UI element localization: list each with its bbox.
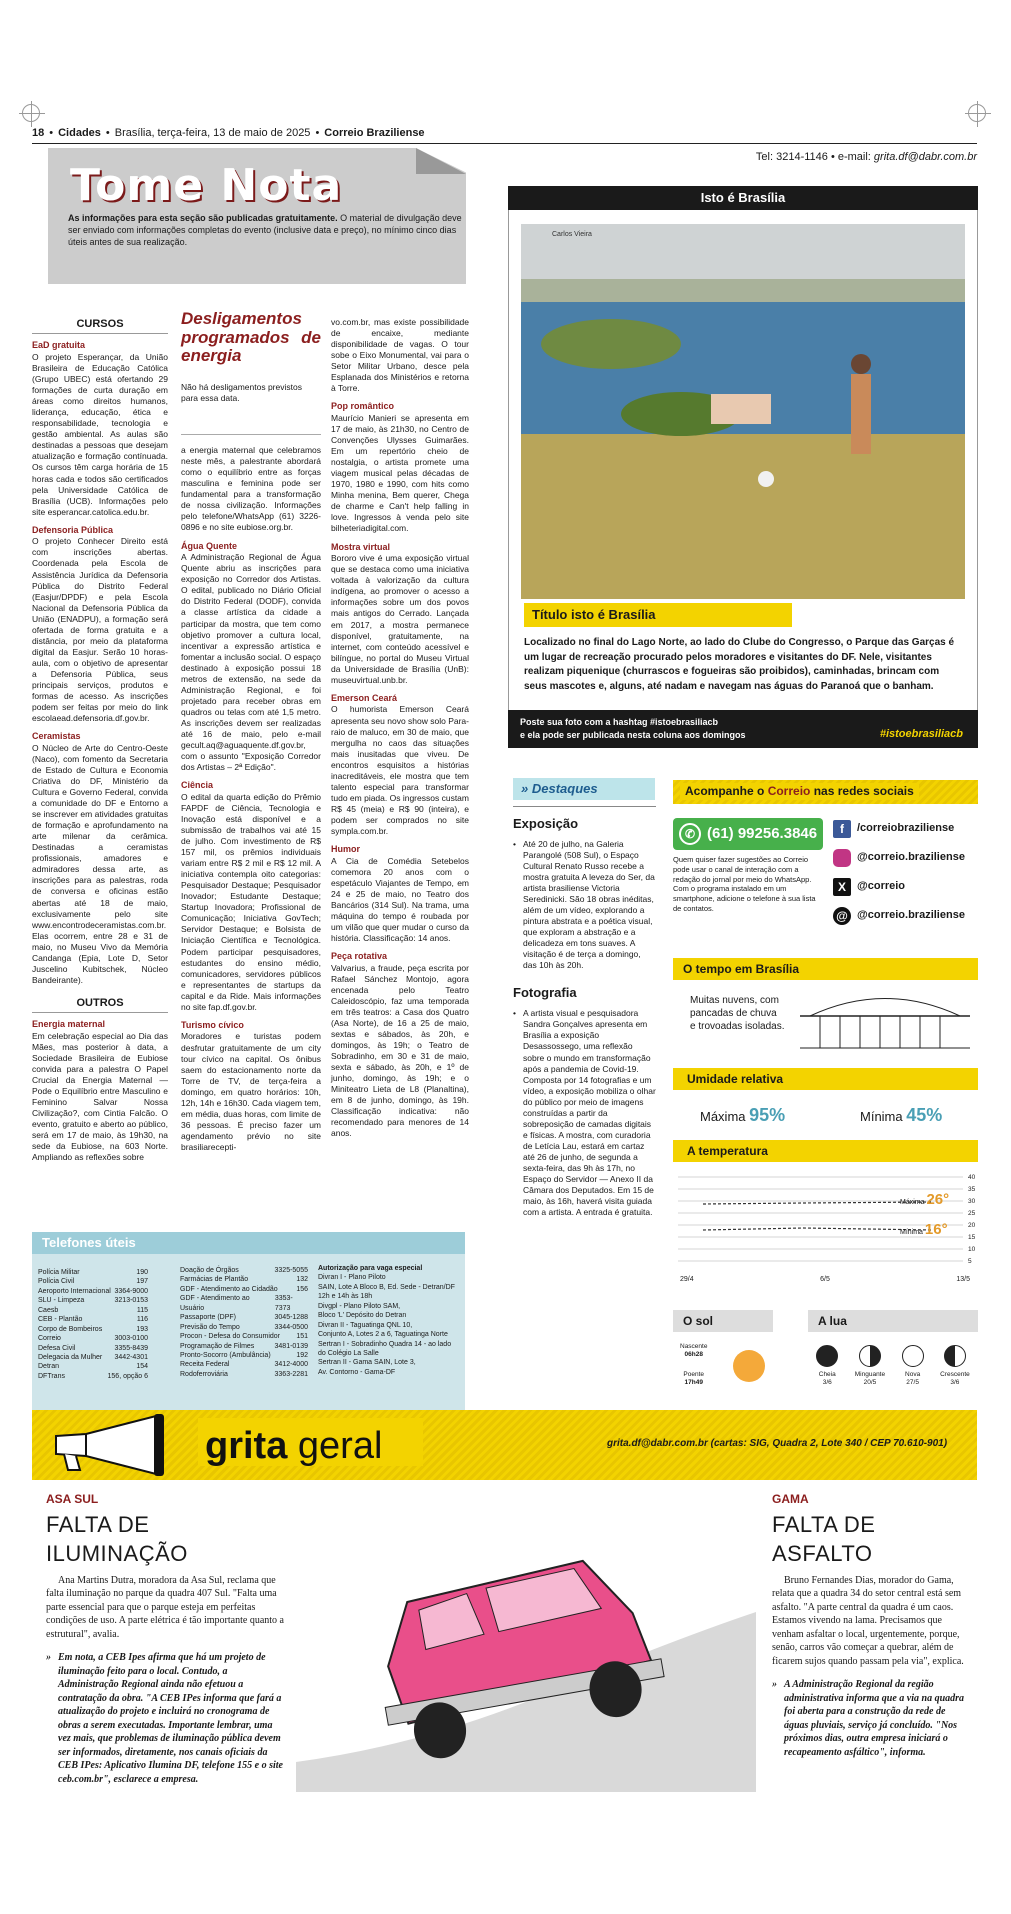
facebook-icon: f [833,820,851,838]
temp-x-axis: 29/4 6/5 13/5 [680,1276,970,1283]
newspaper-name: Correio Braziliense [324,127,425,140]
sun-icon [733,1350,765,1382]
item-body: O projeto Esperançar, da União Brasileira de Educação Católica (Grupo UBEC) está ofertando 29 formações de curta duração em áreas como direitos humanos, liderança, educação, ética e responsabilidade, tecnologia e gestão ambiental. As aulas são destinadas a pessoas que desejam atualização e formação contínuada. Os cursos têm carga horária de 15 horas cada e todos são certificados pela Universidade Católica de Brasília (UCB). Informações pelo site esperancar.catolica.edu.br. [32,351,168,517]
phone-row: Caesb 115 [38,1306,148,1314]
phone-row: Aeroporto Internacional 3364-9000 [38,1287,148,1295]
letter-body: Ana Martins Dutra, moradora da Asa Sul, reclama que falta iluminação no parque da quadra 407 Sul. "Falta uma parte essencial para que o parque esteja em perfeitas condições de uso. A parte elétrica é tão importante quanto a estrutural", avalia. [46,1574,284,1640]
page-header: 18 • Cidades • Brasília, terça-feira, 13 de maio de 2025 • Correio Braziliense [32,124,977,144]
registration-mark-right [968,104,986,122]
fotografia-body: • A artista visual e pesquisadora Sandra Gonçalves apresenta em Brasília a exposição Desassossego, uma reflexão sobre o mundo em transformação após a pandemia de Covid-19. Composta por 14 fotografias e um vídeo, a exposição mobiliza o olhar do público por meio de imagens construídas a partir da sobreposição de camadas digitais e físicas. A mostra, com curadoria de Letícia Lau, estará em cartaz até 26 de junho, de segunda a sexta-feira, das 9h às 17h, no Espaço do Servidor — Anexo II da Câmara dos Deputados. Em 15 de maio, às 16h, haverá visita guiada com a artista. A entrada é gratuita. [513,1008,656,1218]
moon-phases [808,1345,978,1388]
phone-row: Defesa Civil 3355-8439 [38,1344,148,1352]
isto-photo-title: Título isto é Brasília [524,603,792,627]
page-number: 18 [32,127,45,140]
humidity-max: Máxima 95% [700,1105,786,1125]
full-moon-icon [816,1345,838,1367]
item-title: Humor [331,844,360,855]
phones-col-2 [180,1266,308,1379]
facebook-link[interactable]: f /correiobraziliense [833,814,965,843]
weather-description: Muitas nuvens, com pancadas de chuva e trovoadas isoladas. [690,995,785,1032]
item-body: O projeto Conhecer Direito está com inscrições abertas. Coordenada pela Escola de Assistência Jurídica da Defensoria Pública do Distrito Federal (Easjur/DPDF) e pela Escola Nacional da Defensoria Pública da União (ENADPU), a formação será ofertada de forma gratuita e a distância, por meio da plataforma digital da Easjur. Serão 10 horas-aula, com o objetivo de apresentar a Defensoria Pública, seus principais serviços, produtos e formas de acesso. As inscrições podem ser feitas por meio do link escolaead.defensoria.df.gov.br. [32,536,168,724]
exposicao-heading: Exposição [513,816,579,831]
moon-phase: Minguante 20/5 [855,1345,885,1388]
phone-row: Pronto-Socorro (Ambulância) 192 [180,1351,308,1359]
column-cursos [32,317,168,1170]
humidity-header: Umidade relativa [673,1068,978,1090]
item-title: Peça rotativa [331,951,388,962]
item-body: O Núcleo de Arte do Centro-Oeste (Naco), com fomento da Secretaria de Estado de Cultura e Economia Criativa do DF, Ministério da Cultura e Governo Federal, convida a comunidade do DF e Entorno a se inscrever em atividades gratuitas de formação e aprofundamento na arte milenar da cerâmica. Destinadas a ceramistas profissionais, amadores e admiradores dessa arte, as inscrições para as palestras, roda de conversa e oficinas estão abertas até 18 de maio, exclusivamente pelo site www.encontrodeceramistas.com.br. Elas ocorrem, entre 28 e 31 de maio, no Museu Vivo da Memória Candanga (Epia, Lote D, Setor Juscelino Kubitschek, Núcleo Bandeirante). [32,742,168,985]
item-body: a energia maternal que celebramos neste mês, a palestrante abordará como o equilíbrio entre as forças masculina e feminina pode ser fundamental para a transformação de nossa civilização. Informações pelo telefone/WhatsApp (61) 3226-0896 e no site eubiose.org.br. [181,445,321,533]
contact-line: Tel: 3214-1146 • e-mail: grita.df@dabr.com.br [755,151,977,163]
whatsapp-button[interactable] [673,818,823,850]
park-photo [521,224,965,599]
temperature-header: A temperatura [673,1140,978,1162]
car-illustration [296,1492,756,1792]
isto-e-brasilia-header: Isto é Brasília [508,186,978,210]
destaques-header: » Destaques [513,778,655,800]
phones-col-3: Autorização para vaga especial Divran I - Plano Piloto SAIN, Lote A Bloco B, Ed. Sede - Detran/DF 12h e 14h às 18h Divgpl - Plano Piloto SAM, Bloco 'L' Depósito do Detran Divran II - Taguatinga QNL 10, Conjunto A, Lotes 2 a 6, Taguatinga Norte Sertran I - Sobradinho Quadra 14 - ao lado do Colégio La Salle Sertran II - Gama SAIN, Lote 3, Av. Contorno - Gama-DF [318,1264,458,1377]
sun-times: Nascente 06h28 Poente 17h49 [680,1343,708,1387]
social-list [833,814,965,930]
isto-hashtag: #istoebrasiliacb [879,728,963,740]
item-title: Água Quente [181,540,238,551]
destaques-column [513,816,656,1225]
phone-row: Detran 154 [38,1363,148,1371]
phone-row: GDF - Atendimento ao Usuário 3353-7373 [180,1295,293,1312]
header-date: Brasília, terça-feira, 13 de maio de 2025 [114,127,311,140]
letter-asa-sul [46,1492,286,1786]
phone-row: Rodoferroviária 3363-2281 [180,1370,308,1378]
item-title: Mostra virtual [331,541,391,552]
instagram-icon [833,849,851,867]
letter-title: FALTA DE ILUMINAÇÃO [46,1512,188,1566]
isto-hashtag-footer: Poste sua foto com a hashtag #istoebrasiliacb e ela pode ser publicada nesta coluna aos domingos [508,710,978,748]
phones-col-1 [38,1268,148,1381]
useful-phones-header: Telefones úteis [32,1232,465,1254]
vaga-line: Divran I - Plano Piloto [318,1274,386,1282]
energy-outage-heading: Desligamentos programados de energia [181,309,321,366]
phone-row: Previsão do Tempo 3344-0500 [180,1323,308,1331]
column-2 [181,310,321,1160]
phone-row: SLU - Limpeza 3213-0153 [38,1297,148,1305]
exposicao-body: • Até 20 de julho, na Galeria Parangolé (508 Sul), o Espaço Cultural Renato Russo recebe a mostra gratuita A leveza do Ser, da artista brasiliense Victoria Seredinicki. São 18 obras inéditas, além de um vídeo, explorando a pintura abstrata e a poética visual, que exploram a abstração e a delicadeza em tons suaves. A visitação é de terça a domingo, das 10h às 20h. [513,838,655,971]
instagram-link[interactable]: @correio.braziliense [833,843,965,872]
humidity-min: Mínima 45% [860,1105,943,1125]
item-body: Em celebração especial ao Dia das Mães, mas posterior à data, a Sociedade Brasileira de Eubiose convida para a palestra O Papel Crucial da Energia Maternal — Pode o Equilíbrio entre Masculino e Feminino Salvar Nossa Civilização?, com Cintia Falcão. O evento, gratuito e aberto ao público, será em 17 de maio, às 19h30, na sede da Eubiose, na 603 Norte. Ampliando as reflexões sobre [32,1030,168,1163]
phone-row: DFTrans 156, opção 6 [38,1372,148,1380]
new-moon-icon [902,1345,924,1367]
phone-row: Farmácias de Plantão 132 [180,1276,308,1284]
megaphone-icon [46,1412,186,1481]
phone-row: Polícia Militar 190 [38,1269,148,1276]
threads-link[interactable]: @ @correio.braziliense [833,901,965,930]
temp-min-label: Mínima 16° [900,1221,948,1238]
tome-nota-title: Tome Nota [70,160,343,211]
moon-phase: Cheia 3/6 [816,1345,838,1388]
item-title: Ciência [181,780,214,791]
phone-row: Doação de Órgãos 3325-5055 [180,1267,308,1274]
item-title: Pop romântico [331,401,395,412]
column-3 [331,317,469,1147]
section-name: Cidades [58,127,101,140]
vaga-line: Divgpl - Plano Piloto SAM, [318,1302,401,1310]
grita-contact-info: grita.df@dabr.com.br (cartas: SIG, Quadra 2, Lote 340 / CEP 70.610-901) [607,1438,948,1449]
item-body: Valvarius, a fraude, peça escrita por Rafael Sánchez Montojo, agora encenada pelo Teatro Caleidoscópio, faz uma temporada em três teatros: a Casa dos Quatro (Asa Norte), de 16 a 25 de maio, sextas e sábados, às 20h, e domingos, às 19h; o Teatro de Sobradinho, em 30 e 31 de maio, sexta e sábado, às 20h, e 1º de junho, domingo, às 19h; e o Miniteatro Lieta de L8 (Planaltina), em 8 de junho, domingo, às 19h. Classificação indicativa: não recomendado para menores de 14 anos. [331,962,469,1139]
letter-body: Bruno Fernandes Dias, morador do Gama, relata que a quadra 34 do setor central está sem asfalto. "A parte central da quadra é um caos. Estamos vivendo na lama. Precisamos que venham asfaltar o local, urgentemente, porque, senão, carros vão começar a quebrar, além de ficarem sujos quando passam pela via", explica. [772,1574,964,1667]
item-body: O humorista Emerson Ceará apresenta seu novo show solo Para-raio de maluco, em 30 de maio, que mergulha no caos das situações mais inusitadas que viveu. De encontros esquisitos a histórias inacreditáveis, ele mostra que tem talento especial para transformar tudo em piada. Os ingressos custam R$ 45 (meia) e R$ 90 (inteira), e podem ser comprados no site sympla.com.br. [331,704,469,836]
vaga-line: SAIN, Lote A Bloco B, Ed. Sede - Detran/DF 12h e 14h às 18h [318,1283,455,1301]
letter-response: » Em nota, a CEB Ipes afirma que há um projeto de iluminação feito para o local. Contudo, a Administração Regional ainda não efetuou a contratação da obra. "A CEB IPes informa que fará a atualização do projeto e incluirá no cronograma de obras a serem executadas. Importante lembrar, uma vez mais, que problemas de iluminação pública devem ser informados, diretamente, nos canais oficiais da CEB IPes: Aplicativo Ilumina DF, telefone 155 e o site ceb.com.br", esclarece a empresa. [46,1651,286,1786]
isto-photo-description: Localizado no final do Lago Norte, ao lado do Clube do Congresso, o Parque das Garças é um lugar de recreação procurado pelos moradores e visitantes do DF. Nele, visitantes realizam piquenique (churrascos e fogueiras são proibidos), caminhadas, brincam com seus mascotes e, alguns, até nadam e navegam nas águas do Paranoá que o banham. [524,637,955,692]
vaga-line: Divran II - Taguatinga QNL 10, [318,1321,413,1329]
waxing-moon-icon [944,1345,966,1367]
sun-header: O sol [673,1310,773,1332]
letter-region: ASA SUL [46,1492,99,1506]
moon-phase: Crescente 3/6 [940,1345,970,1388]
section-heading-cursos: CURSOS [32,317,168,334]
threads-icon: @ [833,907,851,925]
grita-geral-title: grita geral [205,1425,383,1467]
phone-row: Delegacia da Mulher 3442-4301 [38,1353,148,1361]
tome-nota-intro: As informações para esta seção são publicadas gratuitamente. O material de divulgação deve ser enviado com informações completas do evento (inclusive data e preço), no mínimo cinco dias úteis antes de sua realização. [68,213,462,248]
item-body: Moradores e turistas podem desfrutar gratuitamente de um city tour cívico na capital. Os ônibus saem do estacionamento norte da Torre de TV, de terça-feira a domingo, em quatro horários: 10h, 12h, 14h e 16h30. Cada viagem tem, em média, duas horas, com limite de 36 pessoas. É preciso fazer um agendamento prévio no site brasiliarecepti- [181,1031,321,1152]
x-icon: X [833,878,851,896]
vaga-line: Bloco 'L' Depósito do Detran [318,1312,407,1320]
item-title: Defensoria Pública [32,524,114,535]
phone-row: Correio 3003-0100 [38,1335,148,1343]
vaga-line: Sertran II - Gama SAIN, Lote 3, [318,1359,416,1367]
item-body: A Cia de Comédia Setebelos comemora 20 anos com o espetáculo Viajantes de Tempo, em 24 e 25 de maio, no Teatro dos Bancários (314 Sul). Na trama, uma máquina do tempo é roubada por um vilão que quer mudar o curso da história. Classificação: 14 anos. [331,855,469,944]
whatsapp-description: Quem quiser fazer sugestões ao Correio pode usar o canal de interação com a redação do jornal por meio do WhatsApp. Com o programa instalado em um smartphone, adicione o telefone à sua lista de contatos. [673,855,816,913]
social-header-text: Acompanhe o Correio nas redes sociais [680,783,919,800]
phone-row: Corpo de Bombeiros 193 [38,1325,148,1333]
item-title: EaD gratuita [32,340,86,351]
letter-response: » A Administração Regional da região administrativa informa que a via na quadra foi aberta para a construção da rede de águas pluviais, serviço já concluído. "Nos próximos dias, outra empresa iniciará o recapeamento asfáltico", informa. [772,1678,972,1759]
item-title: Energia maternal [32,1019,106,1030]
phone-row: Passaporte (DPF) 3045-1288 [180,1314,308,1322]
registration-mark-left [22,104,40,122]
item-title: Ceramistas [32,731,81,742]
weather-header: O tempo em Brasília [673,958,978,980]
letter-title: FALTA DE ASFALTO [772,1512,876,1566]
phone-row: Polícia Civil 197 [38,1278,148,1286]
photo-credit: Carlos Vieira [552,231,592,238]
item-body: Maurício Manieri se apresenta em 17 de maio, às 21h30, no Centro de Convenções Ulysses Guimarães. Em um repertório cheio de nostalgia, o artista promete uma viagem musical pelas décadas de 1970, 1980 e 1990, com hits como Minha menina, Bem querer, Chega de charme e Can't help falling in love. Ingressos à venda pelo site bilheteriadigital.com. [331,413,469,534]
destaques-divider [513,806,656,807]
waning-moon-icon [859,1345,881,1367]
moon-phase: Nova 27/5 [902,1345,924,1388]
whatsapp-icon: ✆ [679,823,701,845]
building-illustration [800,986,970,1055]
item-body: O edital da quarta edição do Prêmio FAPDF de Ciência, Tecnologia e Inovação está disponível e a submissão de trabalhos vai até 15 de julho. Com investimento de R$ 157 mil, os prêmios individuais variam entre R$ 2 mil e R$ 12 mil. A iniciativa contempla oito categorias: Pesquisador Destaque; Pesquisador Inovador; Estudante Destaque; Startup Inovadora; Profissional de Comunicação; Iniciativa GovTech; Servidor Destaque; e Bolsista de Iniciação Científica e Tecnológica. Podem participar pesquisadores, estudantes do ensino médio, comunicadores, servidores públicos e representantes de startups da capital e da Ride. Mais informações no site fap.df.gov.br. [181,791,321,1012]
moon-header: A lua [808,1310,978,1332]
temp-max-label: Máxima 26° [900,1191,950,1208]
vaga-line: Conjunto A, Lotes 2 a 6, Taguatinga Norte [318,1331,448,1339]
item-body: vo.com.br, mas existe possibilidade de encaixe, mediante disponibilidade de vagas. O tour sobe o Eixo Monumental, vai para o Setor Militar Urbano, desce pela Esplanada dos Ministérios e retorna à Torre. [331,317,469,394]
letter-gama [772,1492,972,1759]
item-title: Emerson Ceará [331,692,398,703]
x-link[interactable]: X @correio [833,872,965,901]
vaga-line: Sertran I - Sobradinho Quadra 14 - ao lado do Colégio La Salle [318,1340,452,1357]
phone-row: CEB - Plantão 116 [38,1316,148,1324]
item-body: A Administração Regional de Água Quente abriu as inscrições para exposição no Corredor dos Artistas. O edital, publicado no Diário Oficial do Distrito Federal (DODF), convida a classe artística da cidade a participar da mostra, que tem como objetivo promover a cultura local, incentivar a expressão artística e fomentar a inclusão social. O espaço destinado à exposição possui 18 metros de extensão, na sede da Administração Regional, e foi projetado para receber obras em quadros ou telas com até 1,5 metro. As inscrições devem ser realizadas até 16 de maio, pelo e-mail gecult.aq@aguaquente.df.gov.br, com o assunto "Exposição Corredor dos Artistas – 2ª Edição". [181,552,321,773]
vaga-line: Av. Contorno - Gama-DF [318,1368,396,1376]
phone-row: GDF - Atendimento ao Cidadão 156 [180,1285,308,1293]
temp-y-axis: 40 35 30 25 20 15 10 5 [968,1174,976,1265]
phone-row: Programação de Filmes 3481-0139 [180,1342,308,1350]
phone-row: Receita Federal 3412-4000 [180,1361,308,1369]
energy-outage-body: Não há desligamentos previstos para essa data. [181,382,302,404]
section-heading-outros: OUTROS [32,996,168,1013]
item-title: Turismo cívico [181,1019,244,1030]
letter-region: GAMA [772,1492,809,1506]
phone-row: Procon - Defesa do Consumidor 151 [180,1333,308,1341]
column-divider [181,434,321,435]
item-body: Bororo vive é uma exposição virtual que se destaca como uma iniciativa voltada à valorização da cultura indígena, ao promover o acesso a informações sobre um dos povos mais antigos do Cerrado. Lançada em 2017, a mostra permanece disponível, gratuitamente, na internet, com conteúdo acessível e bilíngue, no portal do Museu Virtual da Universidade de Brasília (UnB): museuvirtual.unb.br. [331,553,469,685]
contact-email[interactable]: grita.df@dabr.com.br [873,151,977,163]
fotografia-heading: Fotografia [513,985,577,1001]
whatsapp-number: (61) 99256.3846 [707,825,818,843]
